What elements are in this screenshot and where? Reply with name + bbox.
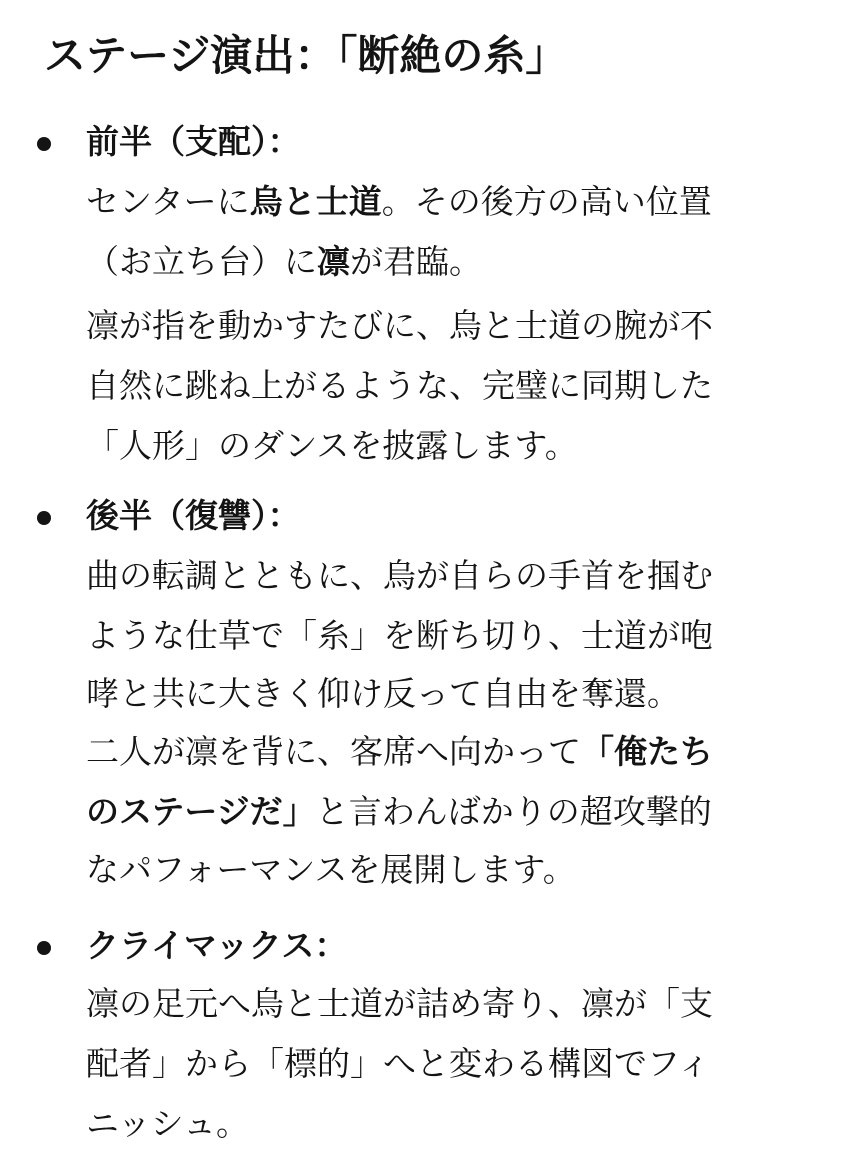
- body-line: [86, 722, 713, 782]
- body-line: ニッシュ。: [86, 1104, 250, 1143]
- body-line: 自然に跳ね上がるような、完璧に同期した: [86, 366, 713, 405]
- emphasis-text: 「俺たち: [581, 732, 713, 771]
- text-run: 二人が凛を背に、客席へ向かって: [86, 732, 581, 771]
- bullet-icon: [37, 941, 51, 955]
- section-title: 後半（復讐）：: [86, 496, 301, 535]
- body-line: 配者」から「標的」へと変わる構図でフィ: [86, 1044, 711, 1083]
- body-line: ような仕草で「糸」を断ち切り、士道が咆: [86, 616, 713, 655]
- text-run: と言わんばかりの超攻撃的: [315, 792, 712, 831]
- text-run: センターに: [86, 182, 250, 221]
- bullet-icon: [37, 137, 51, 151]
- body-line: なパフォーマンスを展開します。: [86, 850, 576, 889]
- body-line: 哮と共に大きく仰け反って自由を奪還。: [86, 674, 680, 713]
- body-line: 凛が指を動かすたびに、烏と士道の腕が不: [86, 306, 713, 345]
- page-title: ステージ演出：「断絶の糸」: [44, 31, 568, 80]
- section-title: 前半（支配）：: [86, 122, 301, 161]
- text-run: が君臨。: [350, 242, 482, 281]
- body-line: 凛の足元へ烏と士道が詰め寄り、凛が「支: [86, 984, 713, 1023]
- bullet-icon: [37, 511, 51, 525]
- text-run: （お立ち台）に: [86, 242, 317, 281]
- text-run: 。その後方の高い位置: [381, 182, 712, 221]
- body-line: 曲の転調とともに、烏が自らの手首を掴む: [86, 556, 713, 595]
- body-line: [86, 782, 712, 842]
- emphasis-text: のステージだ」: [86, 792, 316, 831]
- emphasis-text: 烏と士道: [249, 182, 382, 221]
- body-line: [86, 232, 482, 292]
- body-line: [86, 172, 712, 232]
- emphasis-text: 凛: [317, 242, 350, 281]
- body-line: 「人形」のダンスを披露します。: [86, 426, 578, 465]
- section-title: クライマックス：: [86, 926, 348, 965]
